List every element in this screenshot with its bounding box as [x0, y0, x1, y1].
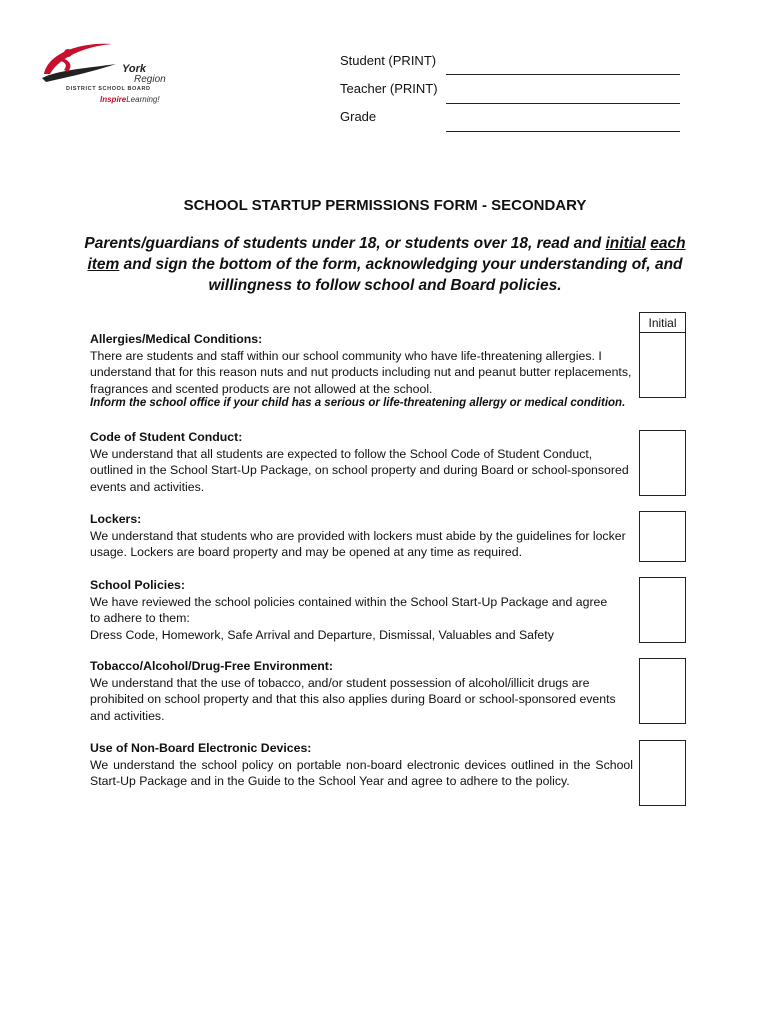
grade-label: Grade	[340, 109, 377, 124]
section-body: We understand that students who are provided with lockers must abide by the guidelines for locker usage. Lockers are board property and may be opened at any time as required.	[90, 528, 626, 559]
section-lockers	[90, 511, 635, 561]
section-body: We understand the school policy on portable non-board electronic devices outlined in the School Start-Up Package and in the Guide to the School Year and agree to adhere to the policy.	[90, 757, 633, 788]
section-code-of-conduct	[90, 429, 635, 495]
student-print-label: Student (PRINT)	[340, 53, 437, 68]
section-allergies	[90, 331, 635, 397]
logo-tagline: InspireLearning!	[100, 95, 160, 104]
section-body-list: Dress Code, Homework, Safe Arrival and Departure, Dismissal, Valuables and Safety	[90, 627, 554, 642]
form-instructions: Parents/guardians of students under 18, or students over 18, read and initial each item and sign the bottom of the form, acknowledging your understanding of, and willingness to follow school and Board policies.	[84, 235, 686, 294]
section-drug-free	[90, 658, 620, 724]
logo-region-text: Region	[134, 74, 166, 85]
initial-box-allergies[interactable]	[639, 332, 686, 398]
teacher-print-field[interactable]	[446, 103, 680, 104]
section-heading: Code of Student Conduct:	[90, 430, 243, 444]
section-school-policies	[90, 577, 610, 643]
section-heading: Allergies/Medical Conditions:	[90, 332, 263, 346]
initial-box-conduct[interactable]	[639, 430, 686, 496]
student-print-field[interactable]	[446, 74, 680, 75]
section-body: There are students and staff within our school community who have life-threatening allergies. I understand that for this reason nuts and nut products including nut and peanut butter replacements, fragrances and scented products are not allowed at the school.	[90, 348, 632, 396]
section-body: We understand that the use of tobacco, and/or student possession of alcohol/illicit drugs are prohibited on school property and that this also applies during Board or school-sponsored events and activities.	[90, 675, 616, 723]
initial-box-drug-free[interactable]	[639, 658, 686, 724]
initial-column-header: Initial	[639, 312, 686, 333]
form-title: SCHOOL STARTUP PERMISSIONS FORM - SECONDARY	[183, 197, 587, 214]
initial-box-lockers[interactable]	[639, 511, 686, 562]
teacher-print-label: Teacher (PRINT)	[340, 81, 438, 96]
school-board-logo	[38, 40, 168, 112]
section-body: We have reviewed the school policies contained within the School Start-Up Package and agree to adhere to them:	[90, 594, 608, 625]
logo-board-text: DISTRICT SCHOOL BOARD	[66, 86, 151, 92]
grade-field[interactable]	[446, 131, 680, 132]
section-body: We understand that all students are expected to follow the School Code of Student Conduct, outlined in the School Start-Up Package, on school property and during Board or school-sponsored events and activities.	[90, 446, 629, 494]
section-heading: School Policies:	[90, 578, 185, 592]
initial-box-policies[interactable]	[639, 577, 686, 643]
section-heading: Lockers:	[90, 512, 142, 526]
section-heading: Tobacco/Alcohol/Drug-Free Environment:	[90, 659, 333, 673]
logo-york-text: York	[122, 63, 147, 75]
section-electronic-devices	[90, 740, 633, 790]
allergy-warning: Inform the school office if your child has a serious or life-threatening allergy or medical condition.	[90, 397, 626, 409]
section-heading: Use of Non-Board Electronic Devices:	[90, 741, 312, 755]
york-region-emblem-icon	[38, 40, 118, 90]
initial-box-devices[interactable]	[639, 740, 686, 806]
